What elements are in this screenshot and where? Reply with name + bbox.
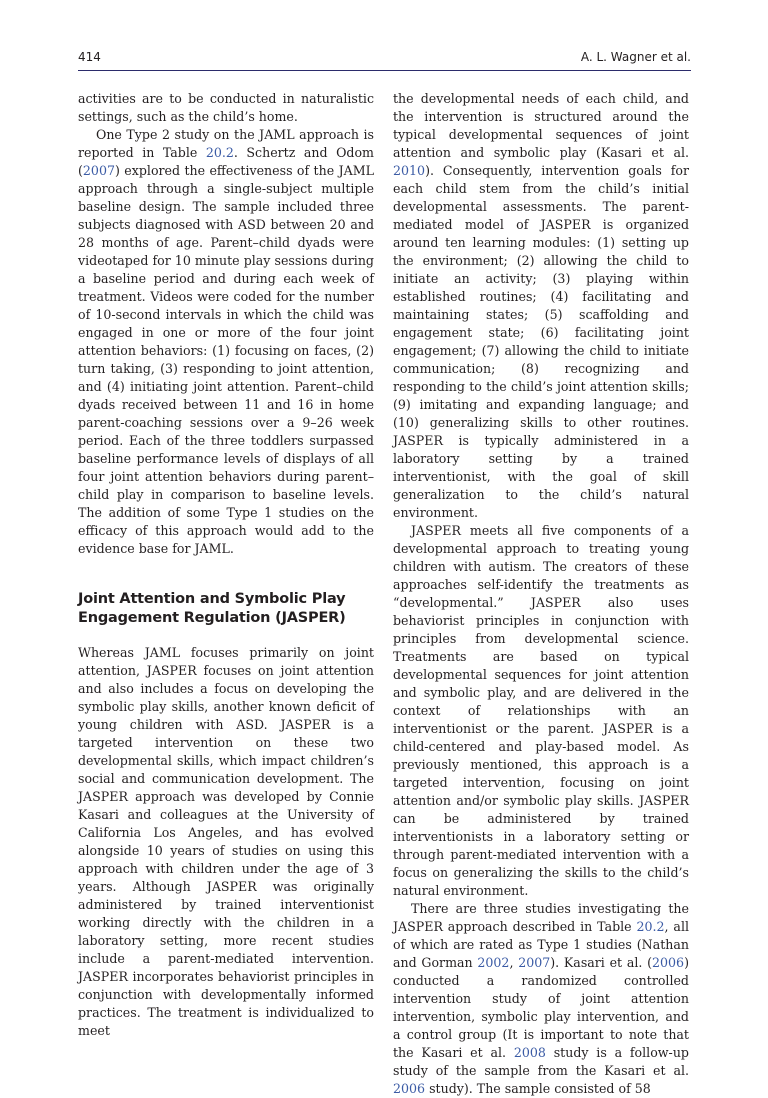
- left-paragraph-1: [78, 90, 374, 126]
- citation-link[interactable]: 2010: [393, 163, 426, 178]
- right-paragraph-2: [393, 522, 689, 900]
- text-run: One Type 2 study on the JAML approach is reported in Table: [78, 127, 374, 160]
- right-column: [393, 90, 689, 1098]
- citation-link[interactable]: 2006: [652, 955, 685, 970]
- running-head-authors: A. L. Wagner et al.: [580, 50, 691, 64]
- text-run: There are three studies investigating the JASPER approach described in Table: [393, 901, 689, 934]
- left-paragraph-3: [78, 644, 374, 1040]
- text-run: . Schertz and Odom (: [78, 145, 374, 178]
- left-paragraph-2: [78, 126, 374, 558]
- citation-link[interactable]: 2007: [518, 955, 551, 970]
- citation-link[interactable]: 2002: [477, 955, 510, 970]
- citation-link[interactable]: 2007: [82, 163, 115, 178]
- text-run: JASPER meets all five components of a developmental approach to treating young children with autism. The creators of these approaches self-identify the treatments as “developmental.” JASPER also uses behaviorist principles in conjunction with principles from developmental science. Treatments are based on typical developmental sequences for joint attention and symbolic play, and are delivered in the context of relationships with an interventionist or the parent. JASPER is a child-centered and play-based model. As previously mentioned, this approach is a targeted intervention, focusing on joint attention and/or symbolic play skills. JASPER can be administered by trained interventionists in a laboratory setting or through parent-mediated intervention with a focus on generalizing the skills to the child’s natural environment.: [393, 523, 689, 898]
- text-run: study is a follow-up study of the sample from the Kasari et al.: [393, 1045, 689, 1078]
- text-run: , all of which are rated as Type 1 studies (Nathan and Gorman: [393, 919, 689, 970]
- text-run: study). The sample consisted of 58: [425, 1081, 651, 1096]
- citation-link[interactable]: 2008: [513, 1045, 546, 1060]
- right-paragraph-3: [393, 900, 689, 1098]
- citation-link[interactable]: 2006: [393, 1081, 426, 1096]
- text-run: ) conducted a randomized controlled intervention study of joint attention intervention, symbolic play intervention, and a control group (It is important to note that the Kasari et al.: [393, 955, 689, 1060]
- page-number: 414: [78, 50, 101, 64]
- text-run: activities are to be conducted in naturalistic settings, such as the child’s home.: [78, 91, 374, 124]
- text-run: Whereas JAML focuses primarily on joint attention, JASPER focuses on joint attention and also includes a focus on developing the symbolic play skills, another known deficit of young children with ASD. JASPER is a targeted intervention on these two developmental skills, which impact children’s social and communication development. The JASPER approach was developed by Connie Kasari and colleagues at the University of California Los Angeles, and has evolved alongside 10 years of studies on using this approach with children under the age of 3 years. Although JASPER was originally administered by trained interventionist working directly with the children in a laboratory setting, more recent studies include a parent-mediated intervention. JASPER incorporates behaviorist principles in conjunction with developmentally informed practices. The treatment is individualized to meet: [78, 645, 374, 1038]
- text-run: ). Consequently, intervention goals for each child stem from the child’s initial developmental assessments. The parent-mediated model of JASPER is organized around ten learning modules: (1) setting up the environment; (2) allowing the child to initiate an activity; (3) playing within established routines; (4) facilitating and maintaining states; (5) scaffolding and engagement state; (6) facilitating joint engagement; (7) allowing the child to initiate communication; (8) recognizing and responding to the child’s joint attention skills; (9) imitating and expanding language; and (10) generalizing skills to other routines. JASPER is typically administered in a laboratory setting by a trained interventionist, with the goal of skill generalization to the child’s natural environment.: [393, 163, 689, 520]
- table-link[interactable]: 20.2: [636, 919, 665, 934]
- text-run: ). Kasari et al. (: [550, 955, 653, 970]
- running-header: [78, 46, 691, 71]
- section-heading: Joint Attention and Symbolic Play Engagement Regulation (JASPER): [78, 591, 346, 626]
- table-link[interactable]: 20.2: [205, 145, 234, 160]
- text-run: ) explored the effectiveness of the JAML approach through a single-subject multiple baseline design. The sample included three subjects diagnosed with ASD between 20 and 28 months of age. Parent–child dyads were videotaped for 10 minute play sessions during a baseline period and during each week of treatment. Videos were coded for the number of 10-second intervals in which the child was engaged in one or more of the four joint attention behaviors: (1) focusing on faces, (2) turn taking, (3) responding to joint attention, and (4) initiating joint attention. Parent–child dyads received between 11 and 16 in home parent-coaching sessions over a 9–26 week period. Each of the three toddlers surpassed baseline performance levels of displays of all four joint attention behaviors during parent–child play in comparison to baseline levels. The addition of some Type 1 studies on the efficacy of this approach would add to the evidence base for JAML.: [78, 163, 374, 556]
- text-run: the developmental needs of each child, and the intervention is structured around the typical developmental sequences of joint attention and symbolic play (Kasari et al.: [393, 91, 689, 160]
- text-run: ,: [509, 955, 519, 970]
- right-paragraph-1: [393, 90, 689, 522]
- left-column: [78, 90, 374, 1040]
